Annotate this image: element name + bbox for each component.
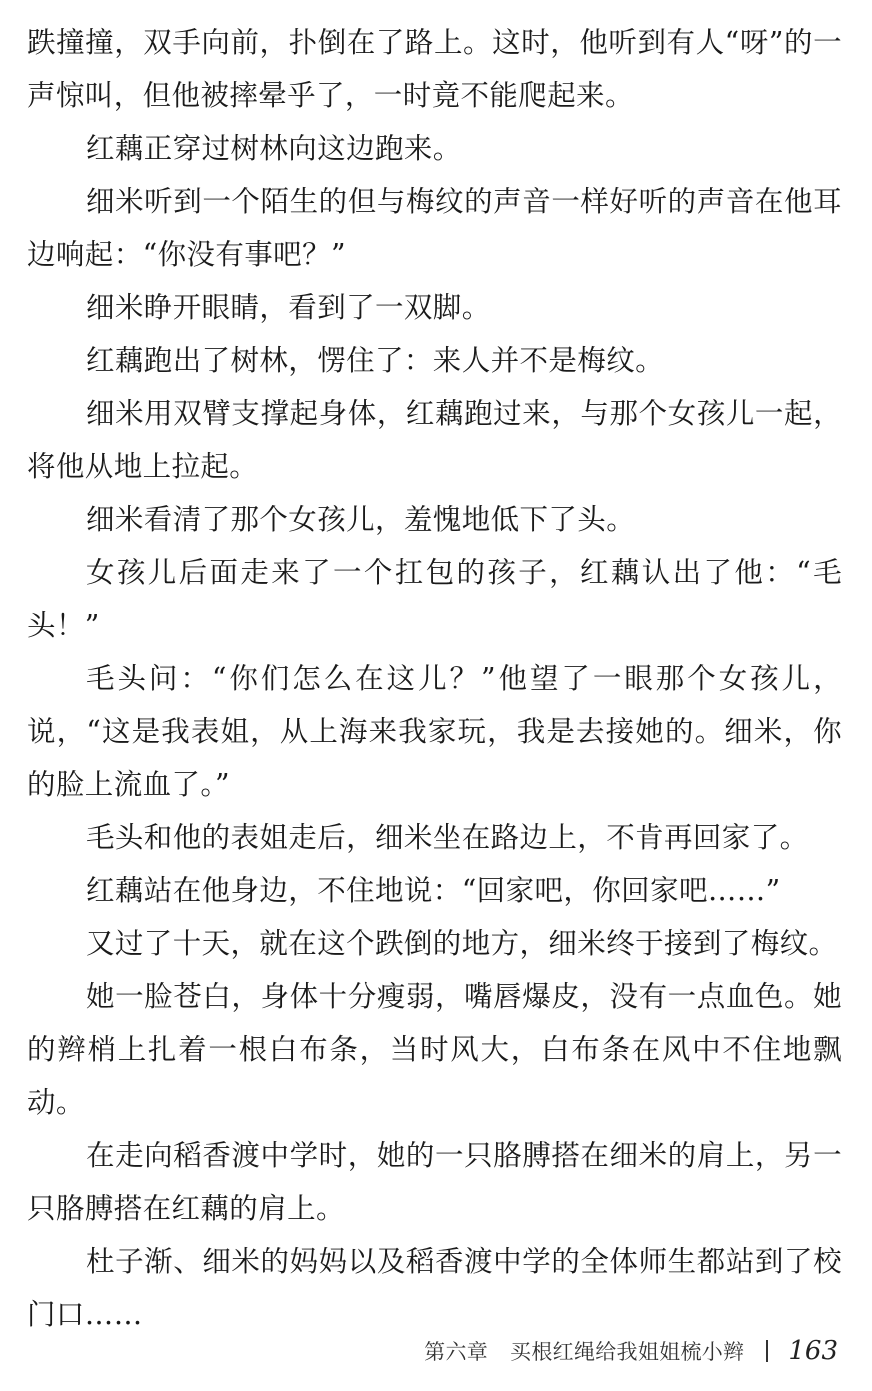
paragraph-15: 杜子渐、细米的妈妈以及稻香渡中学的全体师生都站到了校门口…… — [27, 1245, 842, 1331]
footer-chapter-label: 第六章 — [424, 1340, 489, 1364]
paragraph-5: 红藕跑出了树林，愣住了：来人并不是梅纹。 — [86, 344, 665, 377]
paragraph-14: 在走向稻香渡中学时，她的一只胳膊搭在细米的肩上，另一只胳膊搭在红藕的肩上。 — [27, 1139, 842, 1225]
paragraph-2: 红藕正穿过树林向这边跑来。 — [86, 132, 462, 165]
book-page-body — [27, 16, 842, 1341]
footer-divider — [766, 1340, 768, 1362]
page-number: 163 — [788, 1336, 838, 1366]
paragraph-6: 细米用双臂支撑起身体，红藕跑过来，与那个女孩儿一起，将他从地上拉起。 — [27, 397, 842, 483]
paragraph-13: 她一脸苍白，身体十分瘦弱，嘴唇爆皮，没有一点血色。她的辫梢上扎着一根白布条，当时风大，白布条在风中不住地飘动。 — [27, 980, 842, 1119]
footer-chapter-title: 买根红绳给我姐姐梳小辫 — [510, 1340, 745, 1364]
page-footer — [424, 1331, 838, 1371]
paragraph-1: 跌撞撞，双手向前，扑倒在了路上。这时，他听到有人“呀”的一声惊叫，但他被摔晕乎了，一时竟不能爬起来。 — [27, 26, 842, 112]
paragraph-7: 细米看清了那个女孩儿，羞愧地低下了头。 — [86, 503, 636, 536]
paragraph-3: 细米听到一个陌生的但与梅纹的声音一样好听的声音在他耳边响起：“你没有事吧？” — [27, 185, 842, 271]
paragraph-10: 毛头和他的表姐走后，细米坐在路边上，不肯再回家了。 — [86, 821, 809, 854]
paragraph-12: 又过了十天，就在这个跌倒的地方，细米终于接到了梅纹。 — [86, 927, 838, 960]
paragraph-4: 细米睁开眼睛，看到了一双脚。 — [86, 291, 491, 324]
paragraph-8: 女孩儿后面走来了一个扛包的孩子，红藕认出了他：“毛头！” — [27, 556, 842, 642]
paragraph-11: 红藕站在他身边，不住地说：“回家吧，你回家吧……” — [86, 874, 781, 907]
paragraph-9: 毛头问：“你们怎么在这儿？”他望了一眼那个女孩儿，说，“这是我表姐，从上海来我家玩，我是去接她的。细米，你的脸上流血了。” — [27, 662, 842, 801]
